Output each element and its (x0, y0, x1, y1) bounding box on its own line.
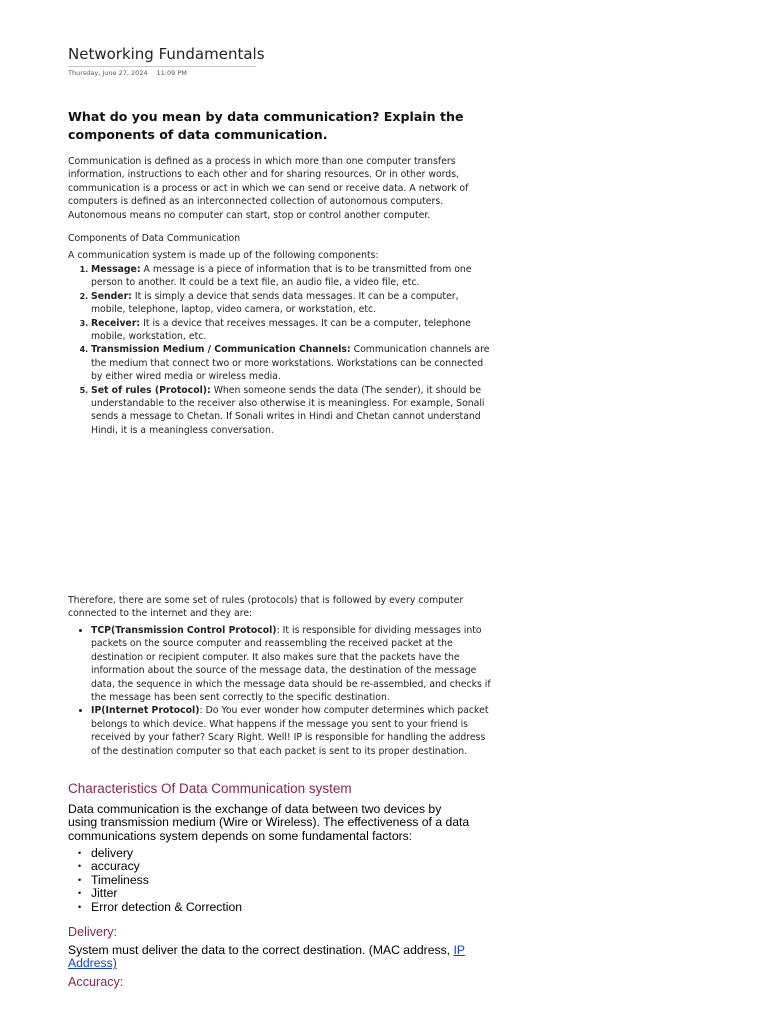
question-heading: What do you mean by data communication? Explain the components of data communication. (68, 109, 464, 142)
list-item (91, 343, 495, 383)
list-item: • Timeliness (91, 874, 495, 887)
list-item (91, 263, 495, 290)
item-text: It is a device that receives messages. It can be a computer, telephone mobile, workstation, etc. (91, 317, 471, 343)
item-term: Set of rules (Protocol): (91, 384, 211, 396)
item-term: Message: (91, 264, 141, 275)
components-lead: A communication system is made up of the following components: (68, 250, 379, 261)
delivery-paragraph (68, 944, 472, 971)
item-text: A message is a piece of information that is to be transmitted from one person to another. It could be a text file, an audio file, a video file, etc. (91, 264, 472, 289)
list-item (91, 384, 495, 438)
ip-address-link[interactable]: IP Address) (68, 943, 465, 971)
characteristics-heading: Characteristics Of Data Communication system (68, 781, 352, 796)
intro-paragraph: Communication is defined as a process in which more than one computer transfers information, instructions to each other and for sharing resources. Or in other words, communication is a process or act in which we can send or receive data. A network of computers is defined as an interconnected collection of autonomous computers. Autonomous means no computer can start, stop or control another computer. (68, 156, 469, 221)
list-item: • accuracy (91, 860, 495, 873)
delivery-heading: Delivery: (68, 925, 117, 939)
list-item (91, 704, 495, 758)
list-item: • Error detection & Correction (91, 901, 495, 914)
components-subheading: Components of Data Communication (68, 233, 241, 244)
item-term: Transmission Medium / Communication Channels: (91, 344, 351, 356)
list-item (91, 290, 495, 317)
characteristics-paragraph: Data communication is the exchange of data between two devices by using transmission medium (Wire or Wireless). The effectiveness of a data communications system depends on some fundamental factors: (68, 802, 470, 843)
protocols-list (68, 624, 495, 758)
list-item: • Jitter (91, 887, 495, 900)
item-text: It is simply a device that sends data messages. It can be a computer, mobile, telephone, laptop, video camera, or workstation, etc. (91, 290, 459, 316)
page-timestamp (68, 69, 187, 77)
protocols-lead: Therefore, there are some set of rules (protocols) that is followed by every computer connected to the internet and they are: (68, 595, 464, 620)
page-title[interactable]: Networking Fundamentals (68, 45, 265, 63)
item-term: TCP(Transmission Control Protocol) (91, 625, 277, 636)
item-term: Receiver: (91, 317, 141, 329)
title-divider (68, 66, 256, 67)
list-item (91, 317, 495, 344)
item-text: When someone sends the data (The sender), it should be understandable to the receiver also otherwise it is meaningless. For example, Sonali sends a message to Chetan. If Sonali writes in Hindi and Chetan cannot understand Hindi, it is a meaningless conversation. (91, 384, 485, 436)
list-item: • delivery (91, 847, 495, 860)
list-item (91, 624, 495, 704)
factors-list (68, 847, 495, 914)
page-time: 11:09 PM (156, 69, 187, 77)
components-list (68, 263, 495, 437)
delivery-text: System must deliver the data to the correct destination. (MAC address, (68, 943, 454, 957)
page-date: Thursday, June 27, 2024 (68, 69, 148, 77)
item-term: Sender: (91, 290, 132, 302)
accuracy-heading: Accuracy: (68, 975, 124, 989)
item-text: Communication channels are the medium that connect two or more workstations. Workstations can be connected by either wired media or wireless media. (91, 344, 490, 383)
item-text: : It is responsible for dividing messages into packets on the source computer and reassembling the received packet at the destination or recipient computer. It also makes sure that the packets have the information about the source of the message data, the destination of the message data, the sequence in which the message data should be re-assembled, and checks if the message has been sent correctly to the specific destination. (91, 625, 491, 704)
item-text: : Do You ever wonder how computer determines which packet belongs to which device. What happens if the message you sent to your friend is received by your father? Scary Right. Well! IP is responsible for handling the address of the destination computer so that each packet is sent to its proper destination. (91, 705, 489, 757)
item-term: IP(Internet Protocol) (91, 705, 200, 717)
